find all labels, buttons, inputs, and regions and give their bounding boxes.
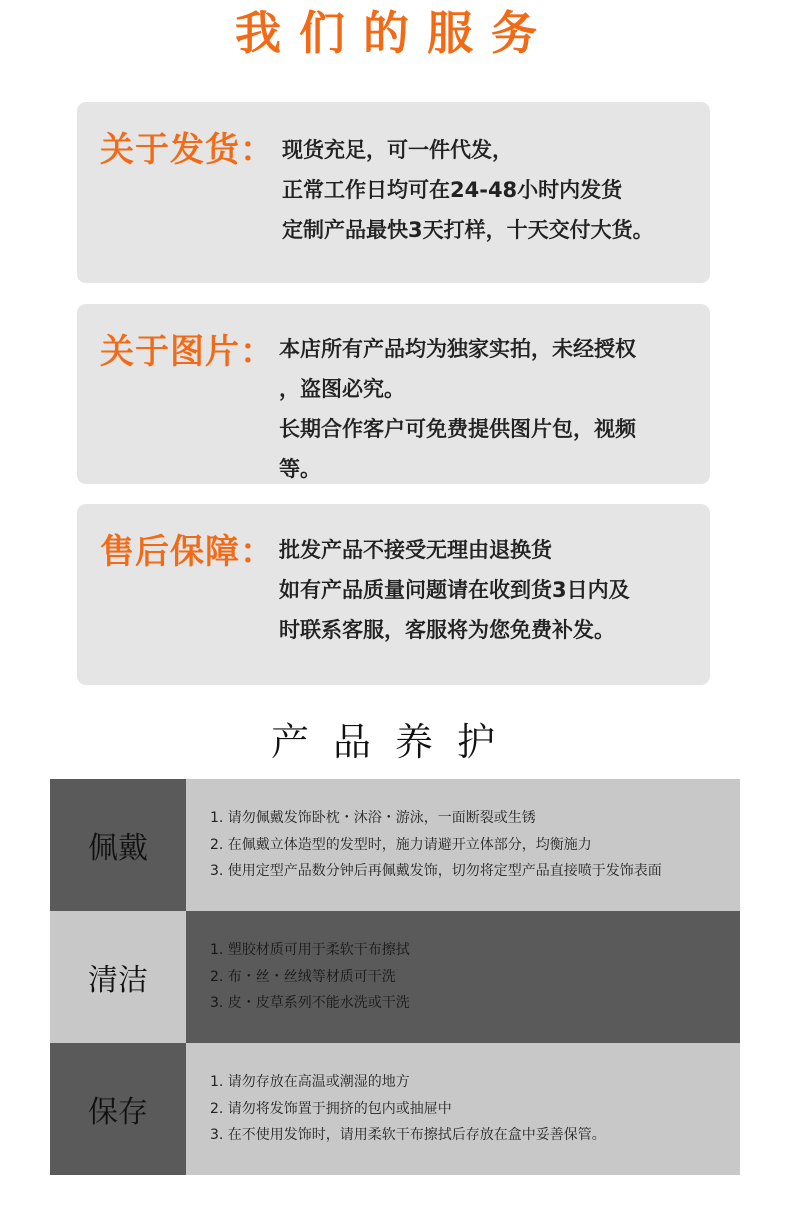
care-section-title: 产品养护 <box>270 720 519 764</box>
service-text <box>279 530 706 650</box>
care-row-heading: 清洁 <box>50 911 186 1043</box>
care-row-storage <box>50 1043 740 1175</box>
care-item: 3. 使用定型产品数分钟后再佩戴发饰，切勿将定型产品直接喷于发饰表面 <box>210 863 662 880</box>
care-row-heading: 佩戴 <box>50 779 186 911</box>
service-line: 正常工作日均可在24-48小时内发货 <box>282 178 623 202</box>
care-item: 2. 请勿将发饰置于拥挤的包内或抽屉中 <box>210 1100 452 1117</box>
service-line: 本店所有产品均为独家实拍，未经授权 <box>279 337 636 361</box>
care-item: 3. 皮・皮草系列不能水洗或干洗 <box>210 995 410 1012</box>
service-shipping-panel <box>77 102 710 283</box>
care-row-cleaning <box>50 911 740 1043</box>
care-item: 1. 塑胶材质可用于柔软干布擦拭 <box>210 942 410 959</box>
service-aftersales-panel <box>77 504 710 685</box>
service-line: 现货充足，可一件代发， <box>282 138 513 162</box>
page-title: 我们的服务 <box>235 6 555 60</box>
care-item: 1. 请勿存放在高温或潮湿的地方 <box>210 1074 410 1091</box>
service-line: 定制产品最快3天打样，十天交付大货。 <box>282 218 654 242</box>
service-line: 长期合作客户可免费提供图片包，视频 <box>279 417 636 441</box>
care-row-wearing <box>50 779 740 911</box>
care-item: 1. 请勿佩戴发饰卧枕・沐浴・游泳，一面断裂或生锈 <box>210 810 536 827</box>
service-text <box>279 329 706 489</box>
service-line: 时联系客服，客服将为您免费补发。 <box>279 618 615 642</box>
service-label: 关于发货： <box>100 130 275 170</box>
care-item: 2. 布・丝・丝绒等材质可干洗 <box>210 968 396 985</box>
care-row-body <box>186 779 740 911</box>
care-row-body <box>186 911 740 1043</box>
care-item: 3. 在不使用发饰时，请用柔软干布擦拭后存放在盒中妥善保管。 <box>210 1127 606 1144</box>
care-row-heading: 保存 <box>50 1043 186 1175</box>
service-line: 如有产品质量问题请在收到货3日内及 <box>279 578 630 602</box>
service-label: 售后保障： <box>100 532 275 572</box>
service-label: 关于图片： <box>100 332 275 372</box>
service-images-panel <box>77 304 710 484</box>
service-line: 批发产品不接受无理由退换货 <box>279 538 552 562</box>
service-line: 等。 <box>279 457 321 481</box>
care-item: 2. 在佩戴立体造型的发型时，施力请避开立体部分，均衡施力 <box>210 836 592 853</box>
care-row-body <box>186 1043 740 1175</box>
service-text <box>282 130 706 250</box>
service-line: ，盗图必究。 <box>279 377 405 401</box>
